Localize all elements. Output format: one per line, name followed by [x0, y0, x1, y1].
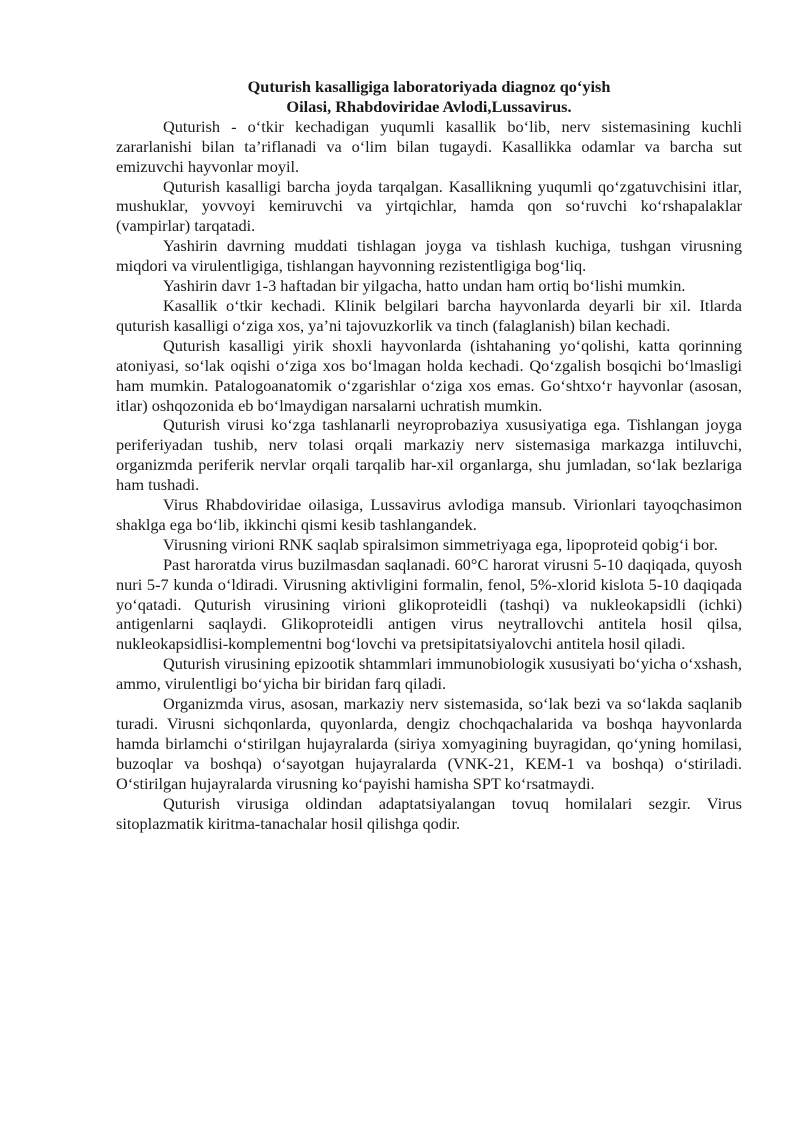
- paragraph: Quturish virusi ko‘zga tashlanarli neyroprobaziya xususiyatiga ega. Tishlangan joyga periferiyadan tushib, nerv tolasi orqali markaziy nerv sistemasiga markazga intiluvchi, organizmda periferik nervlar orqali tarqalib har-xil organlarga, shu jumladan, so‘lak bezlariga ham tushadi.: [116, 415, 742, 495]
- paragraph: Kasallik o‘tkir kechadi. Klinik belgilari barcha hayvonlarda deyarli bir xil. Itlarda quturish kasalligi o‘ziga xos, ya’ni tajovuzkorlik va tinch (falaglanish) bilan kechadi.: [116, 295, 742, 335]
- paragraph: Quturish kasalligi barcha joyda tarqalgan. Kasallikning yuqumli qo‘zgatuvchisini itlar, mushuklar, yovvoyi kemiruvchi va yirtqichlar, hamda qon so‘ruvchi ko‘rshapalaklar (vampirlar) tarqatadi.: [116, 176, 742, 236]
- paragraph: Quturish virusiga oldindan adaptatsiyalangan tovuq homilalari sezgir. Virus sitoplazmatik kiritma-tanachalar hosil qilishga qodir.: [116, 793, 742, 833]
- paragraph: Past haroratda virus buzilmasdan saqlanadi. 60°C harorat virusni 5-10 daqiqada, quyosh nuri 5-7 kunda o‘ldiradi. Virusning aktivligini formalin, fenol, 5%-xlorid kislota 5-10 daqiqada yo‘qatadi. Quturish virusining virioni glikoproteidli (tashqi) va nukleokapsidli (ichki) antigenlarni saqlaydi. Glikoproteidli antigen virus neytrallovchi antitela hosil qilsa, nukleokapsidlisi-komplementni bog‘lovchi va pretsipitatsiyalovchi antitela hosil qiladi.: [116, 554, 742, 654]
- document-page: [116, 77, 742, 833]
- document-title: Quturish kasalligiga laboratoriyada diagnoz qo‘yish: [247, 77, 611, 96]
- paragraph: Virusning virioni RNK saqlab spiralsimon simmetriyaga ega, lipoproteid qobig‘i bor.: [163, 534, 718, 554]
- paragraph: Yashirin davr 1-3 haftadan bir yilgacha, hatto undan ham ortiq bo‘lishi mumkin.: [163, 276, 686, 296]
- paragraph: Quturish virusining epizootik shtammlari immunobiologik xususiyati bo‘yicha o‘xshash, ammo, virulentligi bo‘yicha bir biridan farq qiladi.: [116, 654, 742, 694]
- paragraph: Quturish - o‘tkir kechadigan yuqumli kasallik bo‘lib, nerv sistemasining kuchli zararlanishi bilan ta’riflanadi va o‘lim bilan tugaydi. Kasallikka odamlar va barcha sut emizuvchi hayvonlar moyil.: [116, 116, 742, 176]
- paragraph: Organizmda virus, asosan, markaziy nerv sistemasida, so‘lak bezi va so‘lakda saqlanib turadi. Virusni sichqonlarda, quyonlarda, dengiz chochqachalarida va boshqa hayvonlarda hamda birlamchi o‘stirilgan hujayralarda (siriya xomyagining buyragidan, qo‘yning homilasi, buzoqlar va boshqa) o‘sayotgan hujayralarda (VNK-21, KEM-1 va boshqa) o‘stiriladi. O‘stirilgan hujayralarda virusning ko‘payishi hamisha SPT ko‘rsatmaydi.: [116, 694, 742, 793]
- paragraph: Virus Rhabdoviridae oilasiga, Lussavirus avlodiga mansub. Virionlari tayoqchasimon shaklga ega bo‘lib, ikkinchi qismi kesib tashlangandek.: [116, 495, 742, 534]
- paragraph: Quturish kasalligi yirik shoxli hayvonlarda (ishtahaning yo‘qolishi, katta qorinning atoniyasi, so‘lak oqishi o‘ziga xos bo‘lmagan holda kechadi. Qo‘zgalish bosqichi bo‘lmasligi ham mumkin. Patalogoanatomik o‘zgarishlar o‘ziga xos emas. Go‘shtxo‘r hayvonlar (asosan, itlar) oshqozonida eb bo‘lmaydigan narsalarni uchratish mumkin.: [116, 335, 742, 415]
- document-subtitle: Oilasi, Rhabdoviridae Avlodi,Lussavirus.: [286, 96, 572, 116]
- paragraph: Yashirin davrning muddati tishlagan joyga va tishlash kuchiga, tushgan virusning miqdori va virulentligiga, tishlangan hayvonning rezistentligiga bog‘liq.: [116, 236, 742, 276]
